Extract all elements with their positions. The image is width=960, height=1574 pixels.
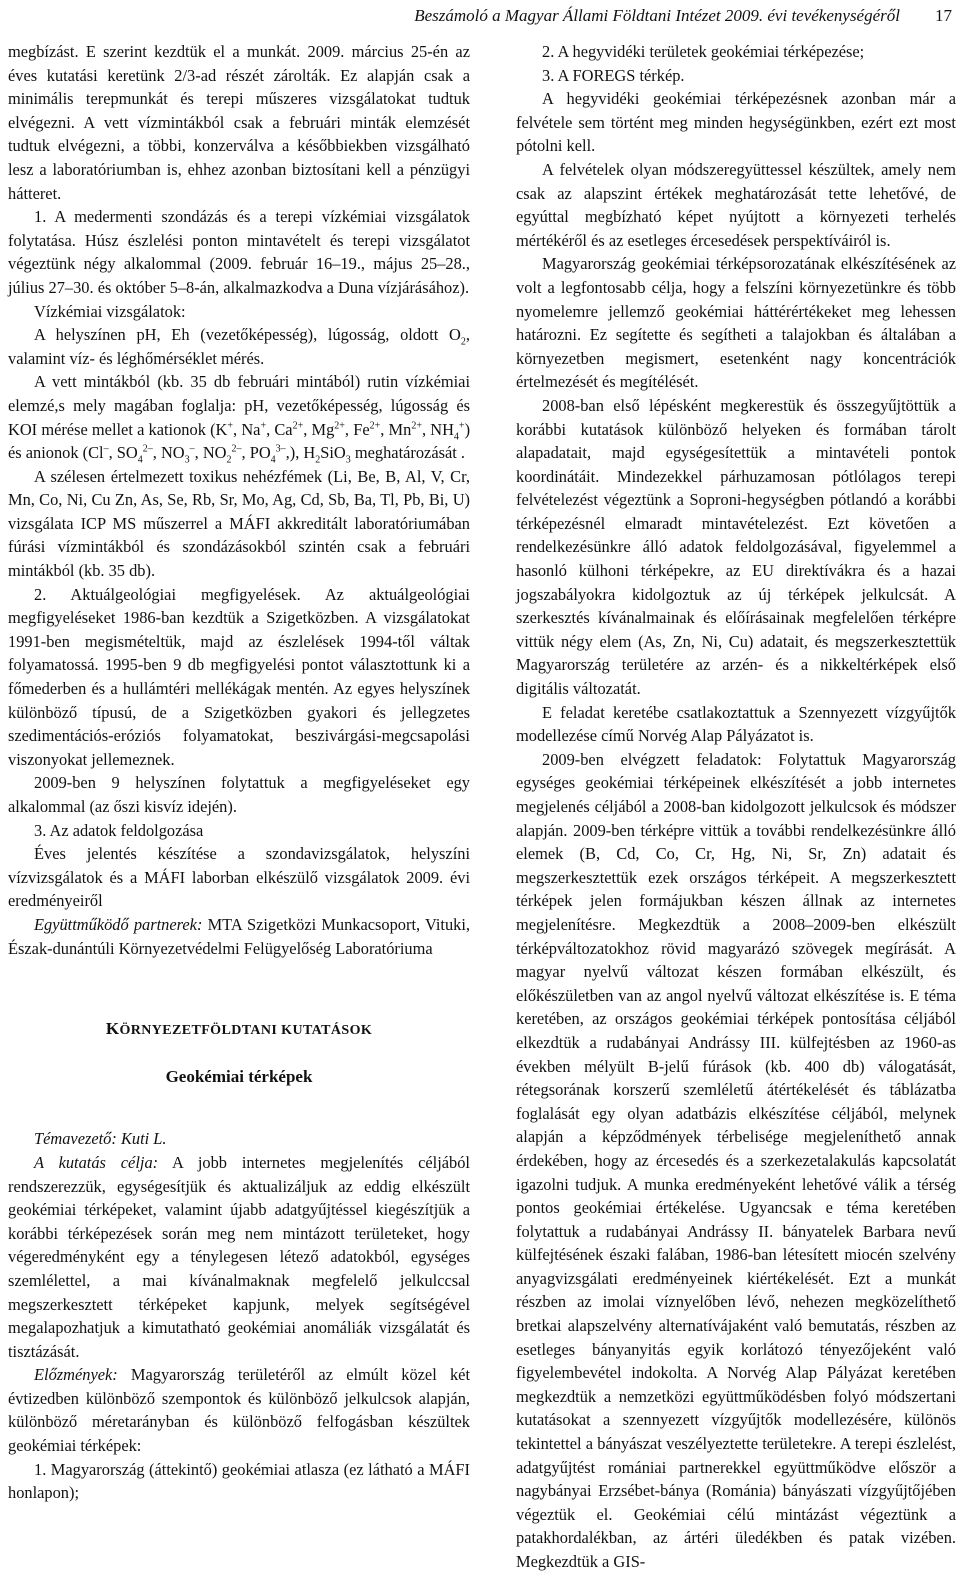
page-number: 17 <box>935 6 952 25</box>
paragraph: 2008-ban első lépésként megkerestük és összegyűjtöttük a korábbi kutatások különböző helyeken és formában tárolt alapadatait, majd egységesítettük a mintavételi pontok koordinátáit. Mindezekkel párhuzamosan pótlólagos terepi felvételezést végeztünk a Soproni-hegységben pótlandó a korábbi térképezésnél elmaradt mintavételezést. Ezt követően a rendelkezésünkre álló adatok feldolgozásával, figyelemmel a hasonló külhoni térképekre, az EU direktívákra és a hazai jogszabályokra kidolgoztuk az új térképek jelkulcsát. A szerkesztés kívánalmainak és előírásainak megfelelően térképre vittük négy elem (As, Zn, Ni, Cu) adatait, és megszerkesztettük Magyarország területére az arzén- és a nikkeltérképek első digitális változatát. <box>516 395 956 699</box>
partners-label: Együttműködő partnerek: <box>34 914 203 934</box>
page-header <box>0 6 960 28</box>
paragraph: 1. Magyarország (áttekintő) geokémiai atlasza (ez látható a MÁFI honlapon); <box>8 1459 470 1503</box>
paragraph: 3. Az adatok feldolgozása <box>34 820 204 840</box>
paragraph: Éves jelentés készítése a szondavizsgálatok, helyszíni vízvizsgálatok és a MÁFI laborban elkészülő vizsgálatok 2009. évi eredményeiről <box>8 844 470 911</box>
paragraph: Előzmények: Magyarország területéről az elmúlt közel két évtizedben különböző szempontok és különböző jelkulcsok alapján, különböző méretarányban és különböző felfogásban készültek geokémiai térképek: <box>8 1365 470 1456</box>
paragraph: megbízást. E szerint kezdtük el a munkát. 2009. március 25-én az éves kutatási keretünk 2/3-ad részét zárolták. Ez alapján csak a minimális terepmunkát és terepi műszeres vizsgálatokat tudtuk elvégezni. A vett vízmintákból csak a februári minták elemzését tudtuk elvégezni, a többi, konzerválva a későbbiekben vizsgálható lesz a laboratóriumban is, ehhez azonban biztosítani kell a pénzügyi hátteret. <box>8 42 470 203</box>
section-heading: KÖRNYEZETFÖLDTANI KUTATÁSOK <box>105 1019 373 1039</box>
paragraph-chemistry: A vett mintákból (kb. 35 db februári mintából) rutin vízkémiai elemzé,s mely magában foglalja: pH, vezetőképesség, lúgosság és KOI mérése mellet a kationok (K+, Na+, $Ca^{2+}$, $Mg^{2+}$, $Fe^{2+}$, $Mn^{2+}$, $NH_4^+$) és anionok (Cl–, $SO_4^{2-}$, $NO_3^-$, $NO_2^{2-}$, $PO_4^{3-}$,), $H_2SiO_3$ meghatározását . <box>8 372 471 466</box>
running-title: Beszámoló a Magyar Állami Földtani Intézet 2009. évi tevékenységéről <box>414 6 900 25</box>
paragraph: Vízkémiai vizsgálatok: <box>34 301 186 321</box>
paragraph: A kutatás célja: A jobb internetes megjelenítés céljából rendszerezzük, egységesítjük és aktualizáljuk az eddig elkészült geokémiai térképeket, valamint újabb adatgyűjtéssel kiegészítjük a korábbi térképezések során meg nem mintázott területeket, hogy végeredményként egy a ténylegesen létező adatokból, egységes szemlélettel, a mai kívánalmaknak megfelelő jelkulccsal megszerkesztett térképeket kapjunk, melyek segítségével megalapozhatjuk a kimutatható geokémiai anomáliák vizsgálatát és tisztázását. <box>8 1152 470 1361</box>
paragraph: Együttműködő partnerek: MTA Szigetközi Munkacsoport, Vituki, Észak-dunántúli Környezetvédelmi Felügyelőség Laboratóriuma <box>8 914 470 958</box>
paragraph: A hegyvidéki geokémiai térképezésnek azonban már a felvétele sem történt meg minden hegységünkben, ezért ezt most pótolni kell. <box>516 89 956 156</box>
paragraph: 2009-ben 9 helyszínen folytattuk a megfigyeléseket egy alkalommal (az őszi kisvíz idején). <box>8 773 470 816</box>
paragraph: Magyarország geokémiai térképsorozatának elkészítésének az volt a legfontosabb célja, hogy a felszíni környezetünkre és több nyomelemre jellemző geokémiai háttérértékeket meg lehessen határozni. Ez segítette és segítheti a talajokban és általában a környezetben megismert, esetenként nagy koncentrációk értelmezését és megítélését. <box>516 254 956 392</box>
paragraph: A szélesen értelmezett toxikus nehézfémek (Li, Be, B, Al, V, Cr, Mn, Co, Ni, Cu Zn, As, Se, Rb, Sr, Mo, Ag, Cd, Sb, Ba, Tl, Pb, Bi, U) vizsgálata ICP MS műszerrel a MÁFI akkreditált laboratóriumában fúrási vízmintákból és szondázásokból szintén csak a februári mintákból (kb. 35 db). <box>8 466 470 581</box>
paragraph: 2. Aktuálgeológiai megfigyelések. Az aktuálgeológiai megfigyeléseket 1986-ban kezdtük a Szigetközben. A vizsgálatokat 1991-ben megismételtük, majd az észlelések 1994-től váltak folyamatossá. 1995-ben 9 db megfigyelési pontot választottunk ki a főmederben és a hullámtéri mellékágak mentén. Az egyes helyszínek különböző típusú, de a Szigetközben gyakori és jellegzetes szedimentációs-eróziós folyamatokat, beszivárgási-megcsapolási viszonyokat jellemeznek. <box>8 584 470 769</box>
subsection-title: Geokémiai térképek <box>165 1066 313 1086</box>
paragraph: 3. A FOREGS térkép. <box>542 65 685 85</box>
paragraph: E feladat keretébe csatlakoztattuk a Szennyezett vízgyűjtők modellezése című Norvég Alap Pályázatot is. <box>516 702 956 746</box>
paragraph: A felvételek olyan módszeregyüttessel készültek, amely nem csak az alapszint értékek meghatározását tette lehetővé, de egyúttal megbízható képet nyújtott a környezeti terhelés mértékéről és az esetleges ércesedések perspektíváiról is. <box>516 159 956 250</box>
left-column <box>8 40 470 1505</box>
paragraph: A helyszínen pH, Eh (vezetőképesség), lúgosság, oldott $O_2$, valamint víz- és léghőmérséklet mérés. <box>8 325 470 368</box>
paragraph: Témavezető: Kuti L. <box>34 1129 167 1149</box>
paragraph: 1. A medermenti szondázás és a terepi vízkémiai vizsgálatok folytatása. Húsz észlelési ponton mintavételt és terepi vizsgálatot végeztünk négy alkalommal (2009. február 16–19., május 25–28., július 27–30. és október 5–8-án, alkalmazkodva a Duna vízjárásához). <box>8 207 470 297</box>
right-column <box>516 40 956 1574</box>
paragraph: 2009-ben elvégzett feladatok: Folytattuk Magyarország egységes geokémiai térképeinek elkészítését a jobb internetes megjelenés céljából a 2008-ban kidolgozott jelkulcsok és módszer alapján. 2009-ben térképre vittük a további rendelkezésünkre álló elemek (B, Cd, Co, Cr, Hg, Ni, Sr, Zn) adatait és megszerkesztettük ezek országos térképeit. A megszerkesztett térképek jelen formájukban készen állnak az internetes megjelenítésre. Megkezdtük a 2008–2009-ben elkészült térképváltozatokhoz rövid magyarázó szövegek megírását. A magyar nyelvű változat készen formában elkészült, és előkészületben van az angol nyelvű változat elkészítése is. E téma keretében, az országos geokémiai térképek pontosítása céljából elkezdtük a rudabányai Andrássy III. külfejtésben az 1960-as években mélyült B-jelű fúrások (kb. 400 db) válogatását, rétegsorának korszerű szemléletű átértékelését és táblázatba foglalását egy olyan adatbázis elkészítése céljából, melynek alapján a képződmények térbelisége megjeleníthető annak érdekében, hogy az ércesedés és a szerkezetalakulás kapcsolatát igazolni tudjuk. A munka eredményeként lehetővé válik a térség pontos geokémiai értékelése. Ugyancsak e téma keretében folytattuk a rudabányai Andrássy II. bányatelek Barbara nevű külfejtésének északi falában, 1986-ban létesített miocén szelvény anyagvizsgálati eredményeinek kiértékelését. Ezt a munkát részben az imolai víznyelőben lévő, nehezen megközelíthető bretkai alapszelvény alternatívájaként való bemutatás, részben az esetleges bányanyitás egyik korlátozó tényezőjeként való figyelembevétel indokolta. A Norvég Alap Pályázat keretében megkezdtük a nemzetközi együttműködésben folyó módszertani kutatásokat a szennyezett vízgyűjtők modellezésére, különös tekintettel a bányászat veszélyeztette területekre. A terepi észlelést, adatgyűjtést romániai partnerekkel együttműködve először a nagybányai Erzsébet-bánya (Románia) bányászati vízgyűjtőjében végeztük el. Geokémiai célú mintázást végeztünk a patakhordalékban, az ártéri üledékben és patak vizében. Megkezdtük a GIS- <box>516 749 956 1571</box>
paragraph: 2. A hegyvidéki területek geokémiai térképezése; <box>542 42 865 61</box>
